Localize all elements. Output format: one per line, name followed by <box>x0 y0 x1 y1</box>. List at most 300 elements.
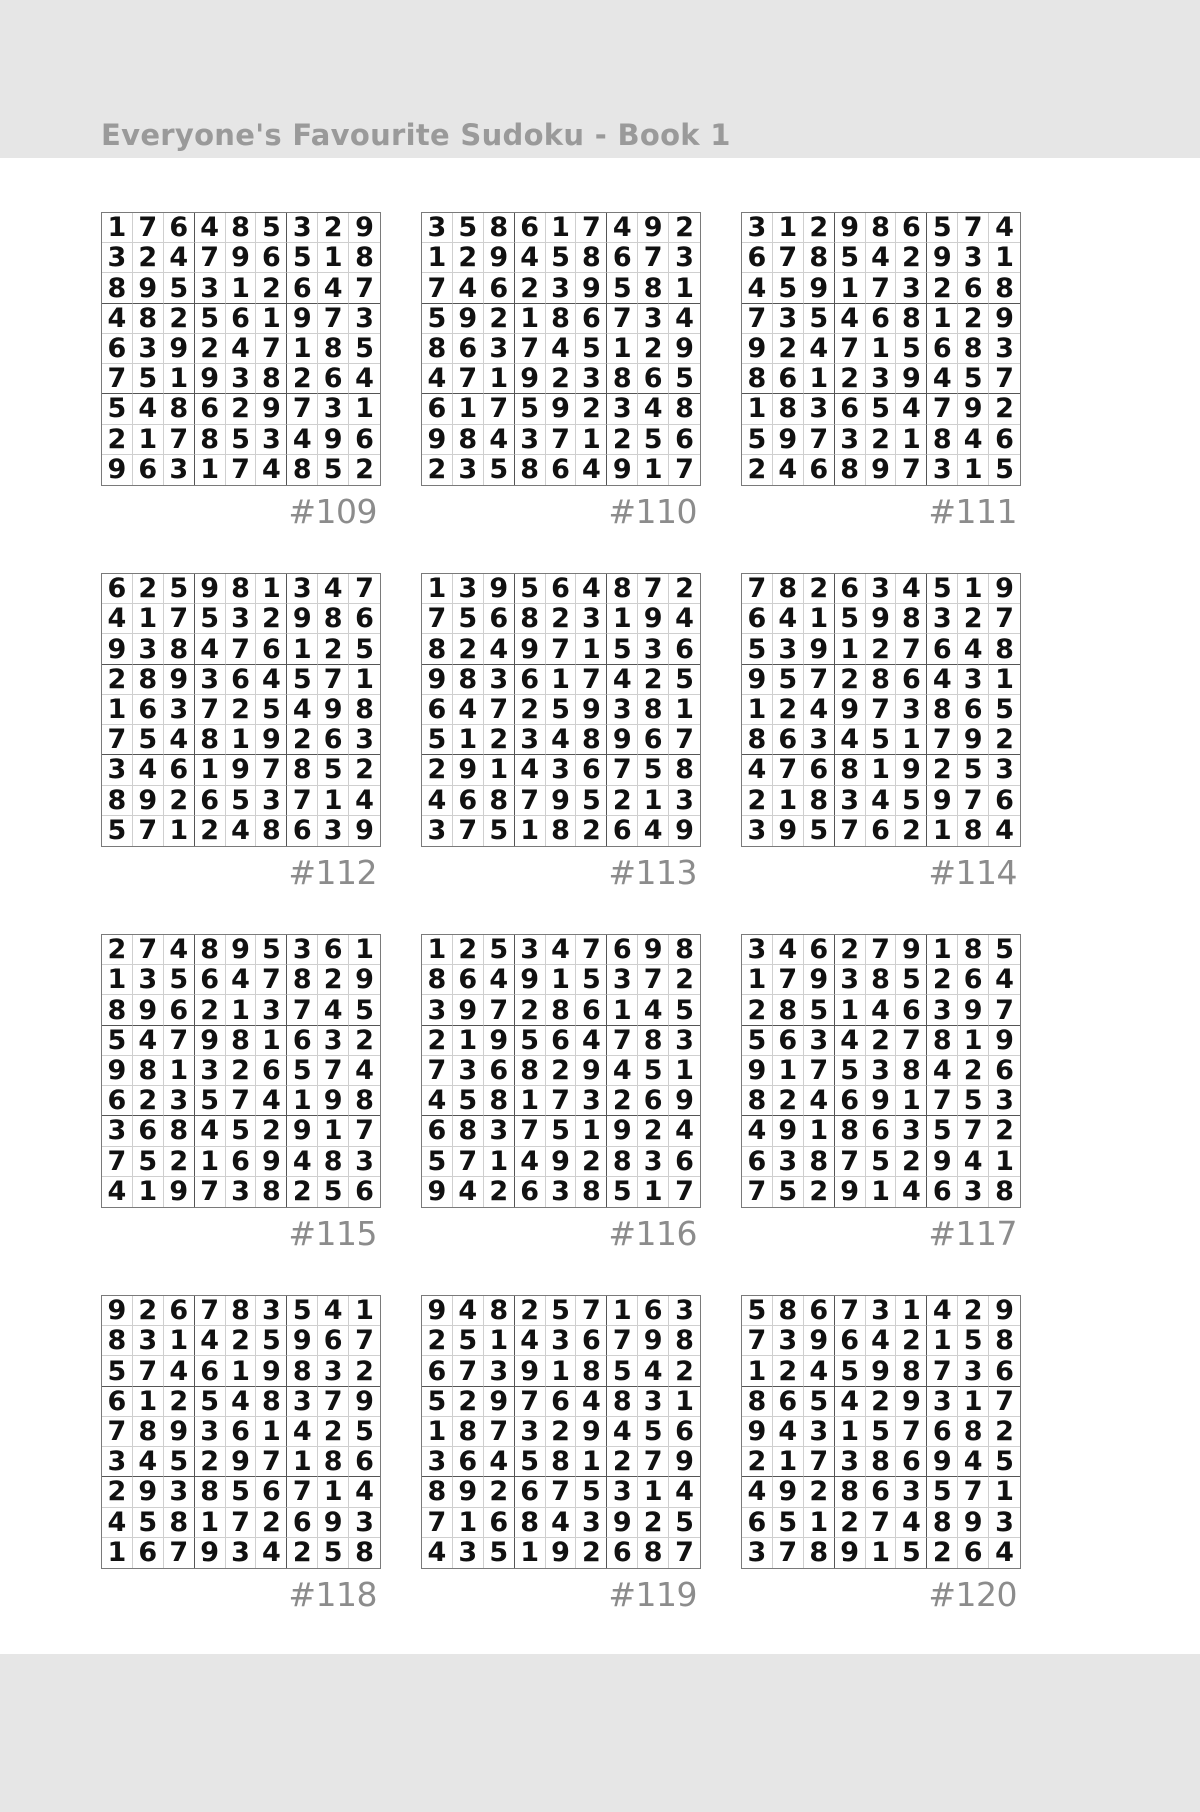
sudoku-cell: 2 <box>453 243 484 273</box>
sudoku-cell: 6 <box>164 213 195 243</box>
sudoku-cell: 8 <box>835 1116 866 1146</box>
sudoku-cell: 5 <box>958 1326 989 1356</box>
sudoku-cell: 2 <box>164 304 195 334</box>
sudoku-cell: 7 <box>742 1177 773 1207</box>
sudoku-cell: 3 <box>989 1086 1020 1116</box>
sudoku-cell: 3 <box>195 1056 226 1086</box>
sudoku-cell: 1 <box>453 394 484 424</box>
sudoku-cell: 6 <box>896 213 927 243</box>
sudoku-cell: 8 <box>484 1086 515 1116</box>
sudoku-cell: 2 <box>773 1356 804 1386</box>
sudoku-cell: 9 <box>355 815 374 847</box>
sudoku-cell: 4 <box>318 995 349 1025</box>
sudoku-cell: 2 <box>669 574 700 604</box>
sudoku-cell: 2 <box>742 786 773 816</box>
sudoku-cell: 2 <box>318 965 349 995</box>
sudoku-cell: 4 <box>638 816 669 846</box>
sudoku-cell: 6 <box>638 1296 669 1326</box>
sudoku-cell: 9 <box>102 1056 133 1086</box>
sudoku-cell: 9 <box>546 786 577 816</box>
sudoku-cell: 4 <box>669 1116 700 1146</box>
sudoku-cell: 9 <box>958 725 989 755</box>
sudoku-cell: 7 <box>546 425 577 455</box>
sudoku-cell: 2 <box>607 786 638 816</box>
sudoku-cell: 4 <box>773 604 804 634</box>
sudoku-cell: 1 <box>484 1326 515 1356</box>
sudoku-cell: 7 <box>896 1026 927 1056</box>
sudoku-cell: 1 <box>546 213 577 243</box>
sudoku-cell: 3 <box>484 1116 515 1146</box>
sudoku-cell: 1 <box>576 1447 607 1477</box>
sudoku-cell: 6 <box>835 394 866 424</box>
sudoku-cell: 1 <box>835 273 866 303</box>
sudoku-cell: 5 <box>896 965 927 995</box>
sudoku-cell: 2 <box>835 935 866 965</box>
sudoku-cell: 4 <box>804 1086 835 1116</box>
sudoku-cell: 8 <box>866 1447 897 1477</box>
sudoku-cell: 8 <box>515 1056 546 1086</box>
sudoku-cell: 8 <box>835 455 866 485</box>
sudoku-cell: 7 <box>866 935 897 965</box>
sudoku-cell: 3 <box>422 213 453 243</box>
sudoku-cell: 6 <box>515 1177 546 1207</box>
sudoku-cell: 7 <box>226 1508 257 1538</box>
sudoku-cell: 8 <box>773 1296 804 1326</box>
sudoku-cell: 9 <box>607 1116 638 1146</box>
sudoku-cell: 6 <box>133 1116 164 1146</box>
sudoku-cell: 8 <box>607 1147 638 1177</box>
sudoku-cell: 3 <box>669 1296 700 1326</box>
sudoku-cell: 7 <box>484 394 515 424</box>
sudoku-cell: 7 <box>195 695 226 725</box>
sudoku-cell: 7 <box>164 604 195 634</box>
sudoku-cell: 3 <box>927 995 958 1025</box>
sudoku-cell: 4 <box>256 455 287 485</box>
sudoku-cell: 8 <box>607 574 638 604</box>
sudoku-cell: 9 <box>866 1086 897 1116</box>
sudoku-cell: 4 <box>453 1296 484 1326</box>
sudoku-cell: 9 <box>607 1508 638 1538</box>
sudoku-cell: 4 <box>164 1356 195 1386</box>
sudoku-cell: 3 <box>958 1356 989 1386</box>
sudoku-cell: 8 <box>318 334 349 364</box>
sudoku-cell: 9 <box>164 1417 195 1447</box>
sudoku-cell: 9 <box>576 273 607 303</box>
sudoku-cell: 9 <box>287 604 318 634</box>
sudoku-cell: 6 <box>226 665 257 695</box>
sudoku-cell: 8 <box>896 304 927 334</box>
sudoku-cell: 4 <box>804 695 835 725</box>
sudoku-cell: 1 <box>546 1356 577 1386</box>
sudoku-cell: 6 <box>958 695 989 725</box>
sudoku-cell: 4 <box>607 213 638 243</box>
sudoku-puzzle <box>421 573 701 892</box>
sudoku-cell: 7 <box>958 213 989 243</box>
sudoku-cell: 6 <box>896 665 927 695</box>
sudoku-cell: 1 <box>453 1026 484 1056</box>
sudoku-puzzle <box>741 212 1021 531</box>
sudoku-cell: 8 <box>287 755 318 785</box>
sudoku-cell: 2 <box>866 634 897 664</box>
sudoku-cell: 1 <box>866 334 897 364</box>
sudoku-cell: 4 <box>484 425 515 455</box>
sudoku-cell: 6 <box>422 1356 453 1386</box>
sudoku-cell: 9 <box>349 213 380 243</box>
sudoku-cell: 5 <box>287 243 318 273</box>
sudoku-cell: 7 <box>287 394 318 424</box>
sudoku-cell: 4 <box>102 1508 133 1538</box>
sudoku-cell: 2 <box>102 935 133 965</box>
puzzle-number-label: #119 <box>608 1575 697 1614</box>
sudoku-cell: 9 <box>164 1177 195 1207</box>
sudoku-cell: 6 <box>195 394 226 424</box>
sudoku-cell: 4 <box>349 364 380 394</box>
sudoku-cell: 4 <box>349 1477 380 1507</box>
sudoku-cell: 8 <box>669 755 700 785</box>
sudoku-cell: 6 <box>773 1026 804 1056</box>
sudoku-cell: 5 <box>546 695 577 725</box>
sudoku-cell: 3 <box>804 1026 835 1056</box>
page-footer-band <box>0 1654 1200 1812</box>
sudoku-cell: 5 <box>927 213 958 243</box>
sudoku-cell: 4 <box>835 1026 866 1056</box>
sudoku-cell: 1 <box>515 1086 546 1116</box>
sudoku-cell: 7 <box>607 755 638 785</box>
sudoku-cell: 1 <box>669 695 700 725</box>
sudoku-cell: 7 <box>102 364 133 394</box>
sudoku-cell: 7 <box>576 935 607 965</box>
sudoku-cell: 3 <box>896 273 927 303</box>
sudoku-cell: 1 <box>927 304 958 334</box>
page-header-title: Everyone's Favourite Sudoku - Book 1 <box>101 118 731 152</box>
sudoku-cell: 5 <box>484 455 515 485</box>
sudoku-cell: 1 <box>226 273 257 303</box>
sudoku-cell: 7 <box>866 273 897 303</box>
sudoku-cell: 8 <box>484 786 515 816</box>
sudoku-grid <box>421 934 701 1208</box>
sudoku-cell: 3 <box>866 1296 897 1326</box>
sudoku-cell: 7 <box>484 695 515 725</box>
sudoku-cell: 9 <box>989 1296 1020 1326</box>
sudoku-cell: 7 <box>256 334 287 364</box>
sudoku-cell: 2 <box>422 455 453 485</box>
sudoku-cell: 2 <box>866 425 897 455</box>
sudoku-cell: 6 <box>576 304 607 334</box>
sudoku-cell: 6 <box>773 1387 804 1417</box>
sudoku-cell: 3 <box>958 1177 989 1207</box>
sudoku-cell: 4 <box>896 574 927 604</box>
sudoku-cell: 4 <box>102 1177 133 1207</box>
sudoku-cell: 6 <box>804 455 835 485</box>
sudoku-cell: 5 <box>742 634 773 664</box>
sudoku-cell: 5 <box>484 1538 515 1568</box>
sudoku-cell: 4 <box>133 1447 164 1477</box>
sudoku-cell: 7 <box>742 1326 773 1356</box>
sudoku-cell: 8 <box>958 334 989 364</box>
sudoku-cell: 5 <box>318 1177 349 1207</box>
sudoku-cell: 1 <box>422 935 453 965</box>
sudoku-cell: 9 <box>453 995 484 1025</box>
sudoku-cell: 2 <box>896 243 927 273</box>
sudoku-cell: 5 <box>989 935 1020 965</box>
sudoku-cell: 4 <box>515 243 546 273</box>
sudoku-cell: 7 <box>318 665 349 695</box>
sudoku-cell: 7 <box>164 425 195 455</box>
sudoku-cell: 8 <box>164 634 195 664</box>
sudoku-cell: 1 <box>638 1477 669 1507</box>
sudoku-cell: 9 <box>287 1326 318 1356</box>
sudoku-cell: 9 <box>958 394 989 424</box>
sudoku-cell: 8 <box>638 273 669 303</box>
sudoku-cell: 9 <box>195 364 226 394</box>
sudoku-cell: 9 <box>773 816 804 846</box>
sudoku-cell: 1 <box>742 1356 773 1386</box>
sudoku-cell: 1 <box>164 1056 195 1086</box>
sudoku-cell: 6 <box>927 634 958 664</box>
sudoku-cell: 1 <box>607 604 638 634</box>
sudoku-cell: 1 <box>835 995 866 1025</box>
sudoku-puzzle <box>741 934 1021 1253</box>
sudoku-cell: 9 <box>226 935 257 965</box>
sudoku-cell: 6 <box>164 755 195 785</box>
sudoku-cell: 5 <box>226 425 257 455</box>
sudoku-cell: 7 <box>638 965 669 995</box>
sudoku-cell: 1 <box>866 1538 897 1568</box>
sudoku-cell: 4 <box>453 695 484 725</box>
sudoku-cell: 7 <box>576 665 607 695</box>
sudoku-cell: 8 <box>995 1176 1014 1208</box>
sudoku-cell: 5 <box>804 816 835 846</box>
sudoku-cell: 6 <box>638 364 669 394</box>
sudoku-cell: 9 <box>484 1387 515 1417</box>
sudoku-cell: 5 <box>164 574 195 604</box>
sudoku-cell: 9 <box>804 273 835 303</box>
sudoku-cell: 7 <box>958 1477 989 1507</box>
sudoku-cell: 3 <box>804 1417 835 1447</box>
sudoku-cell: 5 <box>896 1538 927 1568</box>
sudoku-cell: 6 <box>102 1086 133 1116</box>
sudoku-cell: 1 <box>927 1326 958 1356</box>
sudoku-cell: 2 <box>576 1538 607 1568</box>
sudoku-cell: 8 <box>226 1026 257 1056</box>
sudoku-cell: 5 <box>773 1177 804 1207</box>
sudoku-cell: 6 <box>742 243 773 273</box>
sudoku-cell: 9 <box>576 1417 607 1447</box>
sudoku-cell: 4 <box>669 304 700 334</box>
sudoku-cell: 8 <box>576 725 607 755</box>
sudoku-cell: 6 <box>318 935 349 965</box>
sudoku-cell: 9 <box>675 815 694 847</box>
sudoku-cell: 6 <box>318 725 349 755</box>
sudoku-cell: 6 <box>195 1356 226 1386</box>
sudoku-cell: 7 <box>927 1086 958 1116</box>
sudoku-cell: 8 <box>927 425 958 455</box>
sudoku-cell: 1 <box>742 394 773 424</box>
sudoku-cell: 1 <box>318 243 349 273</box>
sudoku-cell: 3 <box>773 634 804 664</box>
sudoku-cell: 5 <box>515 394 546 424</box>
sudoku-cell: 6 <box>453 965 484 995</box>
sudoku-cell: 3 <box>256 1296 287 1326</box>
sudoku-cell: 9 <box>453 1477 484 1507</box>
sudoku-cell: 3 <box>287 935 318 965</box>
sudoku-cell: 6 <box>256 1477 287 1507</box>
sudoku-cell: 6 <box>989 425 1020 455</box>
sudoku-cell: 7 <box>638 243 669 273</box>
sudoku-cell: 2 <box>989 1116 1020 1146</box>
sudoku-cell: 5 <box>133 1147 164 1177</box>
sudoku-cell: 9 <box>896 364 927 394</box>
sudoku-cell: 3 <box>484 1356 515 1386</box>
sudoku-cell: 3 <box>102 243 133 273</box>
sudoku-cell: 1 <box>164 364 195 394</box>
sudoku-cell: 4 <box>133 1026 164 1056</box>
sudoku-cell: 9 <box>195 1026 226 1056</box>
sudoku-cell: 5 <box>195 304 226 334</box>
sudoku-cell: 7 <box>422 1056 453 1086</box>
sudoku-cell: 9 <box>453 755 484 785</box>
sudoku-cell: 7 <box>195 1296 226 1326</box>
sudoku-cell: 4 <box>349 1056 380 1086</box>
sudoku-cell: 3 <box>546 1326 577 1356</box>
sudoku-cell: 5 <box>866 1417 897 1447</box>
sudoku-cell: 5 <box>422 1387 453 1417</box>
sudoku-cell: 8 <box>866 965 897 995</box>
sudoku-cell: 9 <box>484 574 515 604</box>
sudoku-cell: 2 <box>226 394 257 424</box>
sudoku-cell: 6 <box>835 1326 866 1356</box>
sudoku-cell: 3 <box>195 273 226 303</box>
sudoku-cell: 9 <box>669 334 700 364</box>
puzzle-number-label: #109 <box>288 492 377 531</box>
sudoku-cell: 2 <box>195 334 226 364</box>
sudoku-cell: 1 <box>484 755 515 785</box>
sudoku-cell: 5 <box>164 1447 195 1477</box>
sudoku-cell: 2 <box>804 213 835 243</box>
sudoku-grid <box>741 934 1021 1208</box>
sudoku-cell: 2 <box>422 755 453 785</box>
sudoku-cell: 9 <box>102 634 133 664</box>
sudoku-cell: 5 <box>102 1356 133 1386</box>
sudoku-cell: 7 <box>102 1147 133 1177</box>
sudoku-cell: 7 <box>927 394 958 424</box>
sudoku-cell: 4 <box>607 1417 638 1447</box>
sudoku-cell: 7 <box>349 1326 380 1356</box>
sudoku-cell: 4 <box>773 935 804 965</box>
sudoku-cell: 7 <box>546 1477 577 1507</box>
sudoku-cell: 3 <box>896 1477 927 1507</box>
sudoku-cell: 2 <box>355 454 374 486</box>
sudoku-cell: 4 <box>546 935 577 965</box>
sudoku-cell: 8 <box>896 604 927 634</box>
sudoku-cell: 1 <box>422 574 453 604</box>
sudoku-cell: 5 <box>318 455 349 485</box>
sudoku-cell: 8 <box>638 1026 669 1056</box>
sudoku-cell: 9 <box>638 213 669 243</box>
sudoku-cell: 6 <box>453 1447 484 1477</box>
sudoku-cell: 1 <box>287 634 318 664</box>
sudoku-cell: 4 <box>287 425 318 455</box>
sudoku-cell: 3 <box>102 755 133 785</box>
sudoku-cell: 2 <box>349 1356 380 1386</box>
sudoku-cell: 9 <box>576 695 607 725</box>
sudoku-cell: 6 <box>607 816 638 846</box>
sudoku-cell: 4 <box>515 1147 546 1177</box>
sudoku-cell: 6 <box>256 1056 287 1086</box>
sudoku-cell: 4 <box>287 695 318 725</box>
sudoku-cell: 5 <box>453 213 484 243</box>
sudoku-cell: 7 <box>422 604 453 634</box>
sudoku-cell: 8 <box>349 1086 380 1116</box>
sudoku-cell: 5 <box>576 334 607 364</box>
sudoku-cell: 1 <box>453 1508 484 1538</box>
sudoku-cell: 6 <box>546 574 577 604</box>
sudoku-puzzle <box>421 1295 701 1614</box>
sudoku-cell: 2 <box>546 1056 577 1086</box>
sudoku-cell: 7 <box>958 1116 989 1146</box>
sudoku-cell: 9 <box>773 425 804 455</box>
sudoku-cell: 3 <box>638 634 669 664</box>
sudoku-cell: 4 <box>453 273 484 303</box>
sudoku-grid <box>101 573 381 847</box>
sudoku-cell: 8 <box>484 1296 515 1326</box>
sudoku-cell: 8 <box>804 786 835 816</box>
sudoku-cell: 6 <box>195 965 226 995</box>
sudoku-cell: 3 <box>742 935 773 965</box>
sudoku-cell: 4 <box>576 455 607 485</box>
sudoku-cell: 5 <box>484 935 515 965</box>
sudoku-cell: 1 <box>102 213 133 243</box>
sudoku-cell: 6 <box>226 1417 257 1447</box>
sudoku-cell: 9 <box>422 1296 453 1326</box>
sudoku-cell: 8 <box>742 364 773 394</box>
sudoku-cell: 3 <box>453 455 484 485</box>
sudoku-cell: 5 <box>287 1296 318 1326</box>
sudoku-cell: 6 <box>546 455 577 485</box>
sudoku-cell: 6 <box>226 304 257 334</box>
sudoku-cell: 5 <box>958 364 989 394</box>
sudoku-cell: 9 <box>318 1086 349 1116</box>
sudoku-cell: 8 <box>195 425 226 455</box>
sudoku-cell: 8 <box>804 1147 835 1177</box>
sudoku-cell: 1 <box>195 455 226 485</box>
sudoku-cell: 1 <box>195 1508 226 1538</box>
sudoku-cell: 8 <box>453 665 484 695</box>
sudoku-cell: 7 <box>835 1147 866 1177</box>
sudoku-cell: 2 <box>607 1086 638 1116</box>
sudoku-cell: 8 <box>102 995 133 1025</box>
sudoku-cell: 3 <box>927 604 958 634</box>
sudoku-cell: 4 <box>958 1447 989 1477</box>
sudoku-cell: 6 <box>422 695 453 725</box>
sudoku-cell: 7 <box>422 273 453 303</box>
sudoku-cell: 5 <box>866 725 897 755</box>
sudoku-cell: 9 <box>989 304 1020 334</box>
sudoku-cell: 7 <box>989 604 1020 634</box>
sudoku-cell: 3 <box>896 695 927 725</box>
sudoku-cell: 2 <box>453 1387 484 1417</box>
sudoku-cell: 7 <box>835 334 866 364</box>
sudoku-cell: 3 <box>866 574 897 604</box>
sudoku-grid <box>421 212 701 486</box>
sudoku-cell: 6 <box>484 273 515 303</box>
sudoku-cell: 6 <box>422 1116 453 1146</box>
sudoku-cell: 5 <box>607 1177 638 1207</box>
sudoku-cell: 3 <box>989 1508 1020 1538</box>
sudoku-cell: 6 <box>484 604 515 634</box>
sudoku-cell: 7 <box>318 304 349 334</box>
sudoku-cell: 1 <box>804 364 835 394</box>
